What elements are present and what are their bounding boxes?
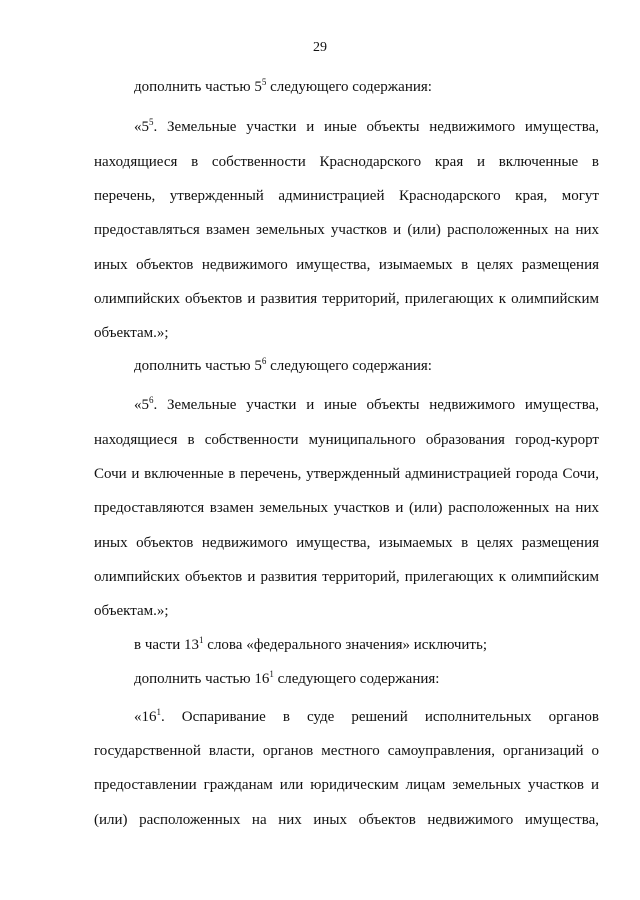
text-line-4: перечень, утвержденный администрацией Краснодарского края, могут xyxy=(94,188,599,204)
text-line-17: в части $13^1$ слова «федерального значения» исключить; xyxy=(134,635,488,653)
superscript: 1 xyxy=(199,635,204,645)
text-line-16: объектам.»; xyxy=(94,603,169,619)
text-line-20: государственной власти, органов местного самоуправления, организаций о xyxy=(94,743,599,759)
text-line-21: предоставлении гражданам или юридическим лицам земельных участков и xyxy=(94,777,599,793)
superscript: 5 xyxy=(261,77,267,87)
text-line-7: олимпийских объектов и развития территорий, прилегающих к олимпийским xyxy=(94,291,599,307)
text-line-1: дополнить частью $5^5$ следующего содержания: xyxy=(134,77,432,95)
text-line-18: дополнить частью $16^1$ следующего содержания: xyxy=(134,669,440,687)
superscript: 5 xyxy=(149,117,154,127)
text-line-19: «$16^1$. Оспаривание в суде решений исполнительных органов xyxy=(134,707,599,725)
superscript: 6 xyxy=(149,395,154,405)
text-line-2: «$5^5$. Земельные участки и иные объекты недвижимого имущества, xyxy=(134,117,599,135)
text-line-10: «$5^6$. Земельные участки и иные объекты недвижимого имущества, xyxy=(134,395,599,413)
text-line-15: олимпийских объектов и развития территорий, прилегающих к олимпийским xyxy=(94,569,599,585)
text-line-14: иных объектов недвижимого имущества, изымаемых в целях размещения xyxy=(94,535,599,551)
page-number: 29 xyxy=(313,40,327,55)
text-line-5: предоставляться взамен земельных участков и (или) расположенных на них xyxy=(94,222,599,238)
text-line-22: (или) расположенных на них иных объектов недвижимого имущества, xyxy=(94,812,599,828)
text-line-3: находящиеся в собственности Краснодарского края и включенные в xyxy=(94,154,599,170)
superscript: 1 xyxy=(156,707,161,717)
superscript: 6 xyxy=(261,356,267,366)
text-line-12: Сочи и включенные в перечень, утвержденный администрацией города Сочи, xyxy=(94,466,599,482)
text-line-11: находящиеся в собственности муниципального образования город-курорт xyxy=(94,432,599,448)
superscript: 1 xyxy=(269,669,274,679)
text-line-8: объектам.»; xyxy=(94,325,169,341)
text-line-9: дополнить частью $5^6$ следующего содержания: xyxy=(134,356,432,374)
text-line-13: предоставляются взамен земельных участков и (или) расположенных на них xyxy=(94,500,599,516)
text-line-6: иных объектов недвижимого имущества, изымаемых в целях размещения xyxy=(94,257,599,273)
